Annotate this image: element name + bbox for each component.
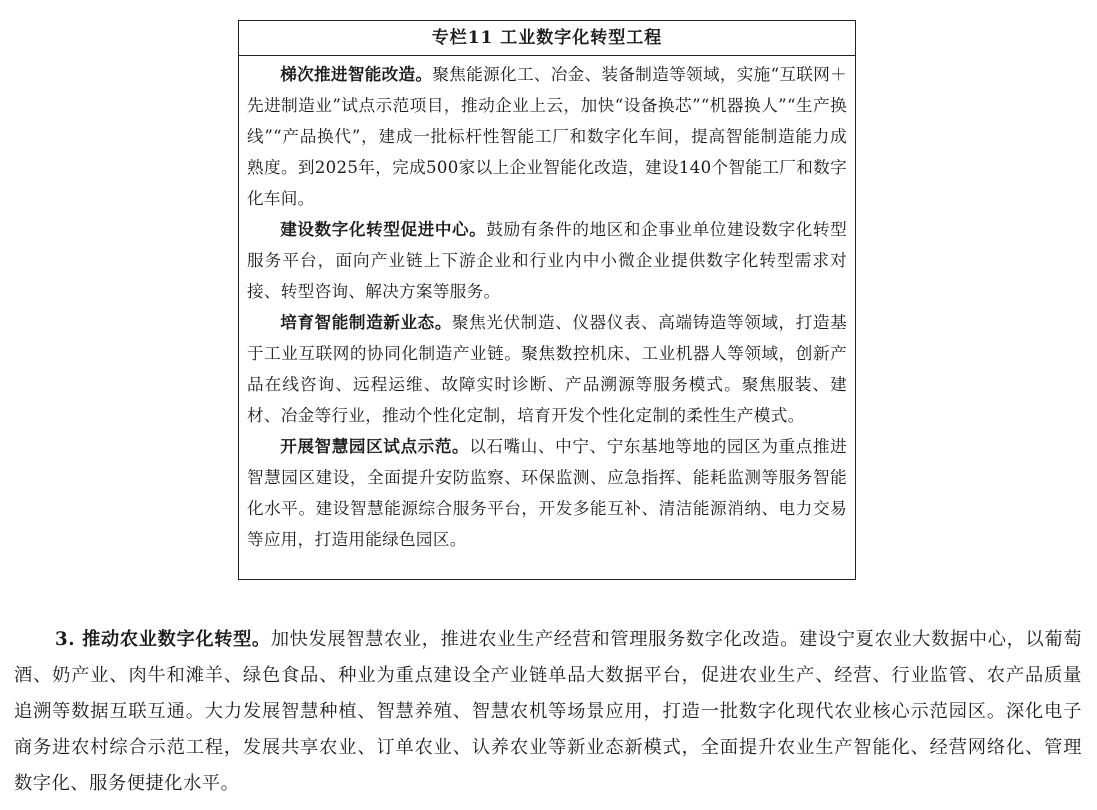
feature-box-body bbox=[239, 56, 855, 555]
box-paragraph bbox=[247, 431, 847, 555]
paragraph-text: 聚焦光伏制造、仪器仪表、高端铸造等领域，打造基于工业互联网的协同化制造产业链。聚焦数控机床、工业机器人等领域，创新产品在线咨询、远程运维、故障实时诊断、产品溯源等服务模式。聚焦服装、建材、冶金等行业，推动个性化定制，培育开发个性化定制的柔性生产模式。 bbox=[247, 313, 848, 425]
box-paragraph bbox=[247, 59, 847, 214]
main-paragraph-text: 加快发展智慧农业，推进农业生产经营和管理服务数字化改造。建设宁夏农业大数据中心，以葡萄酒、奶产业、肉牛和滩羊、绿色食品、种业为重点建设全产业链单品大数据平台，促进农业生产、经营、行业监管、农产品质量追溯等数据互联互通。大力发展智慧种植、智慧养殖、智慧农机等场景应用，打造一批数字化现代农业核心示范园区。深化电子商务进农村综合示范工程，发展共享农业、订单农业、认养农业等新业态新模式，全面提升农业生产智能化、经营网络化、管理数字化、服务便捷化水平。 bbox=[14, 629, 1082, 794]
section-heading: 3. 推动农业数字化转型。 bbox=[54, 629, 271, 650]
paragraph-lead: 建设数字化转型促进中心。 bbox=[280, 219, 487, 239]
main-paragraph bbox=[14, 622, 1082, 802]
box-paragraph bbox=[247, 214, 847, 307]
paragraph-text: 以石嘴山、中宁、宁东基地等地的园区为重点推进智慧园区建设，全面提升安防监察、环保监测、应急指挥、能耗监测等服务智能化水平。建设智慧能源综合服务平台，开发多能互补、清洁能源消纳、电力交易等应用，打造用能绿色园区。 bbox=[247, 437, 847, 549]
paragraph-text: 聚焦能源化工、冶金、装备制造等领域，实施“互联网＋先进制造业”试点示范项目，推动企业上云，加快“设备换芯”“机器换人”“生产换线”“产品换代”，建成一批标杆性智能工厂和数字化车间，提高智能制造能力成熟度。到2025年，完成500家以上企业智能化改造，建设140个智能工厂和数字化车间。 bbox=[247, 65, 848, 208]
paragraph-lead: 培育智能制造新业态。 bbox=[280, 312, 453, 332]
paragraph-lead: 开展智慧园区试点示范。 bbox=[280, 436, 470, 456]
paragraph-text: 鼓励有条件的地区和企事业单位建设数字化转型服务平台，面向产业链上下游企业和行业内中小微企业提供数字化转型需求对接、转型咨询、解决方案等服务。 bbox=[247, 220, 847, 301]
feature-box bbox=[238, 20, 856, 580]
paragraph-lead: 梯次推进智能改造。 bbox=[280, 64, 433, 84]
main-section bbox=[14, 622, 1082, 802]
feature-box-title: 专栏11 工业数字化转型工程 bbox=[239, 21, 855, 56]
box-paragraph bbox=[247, 307, 847, 431]
